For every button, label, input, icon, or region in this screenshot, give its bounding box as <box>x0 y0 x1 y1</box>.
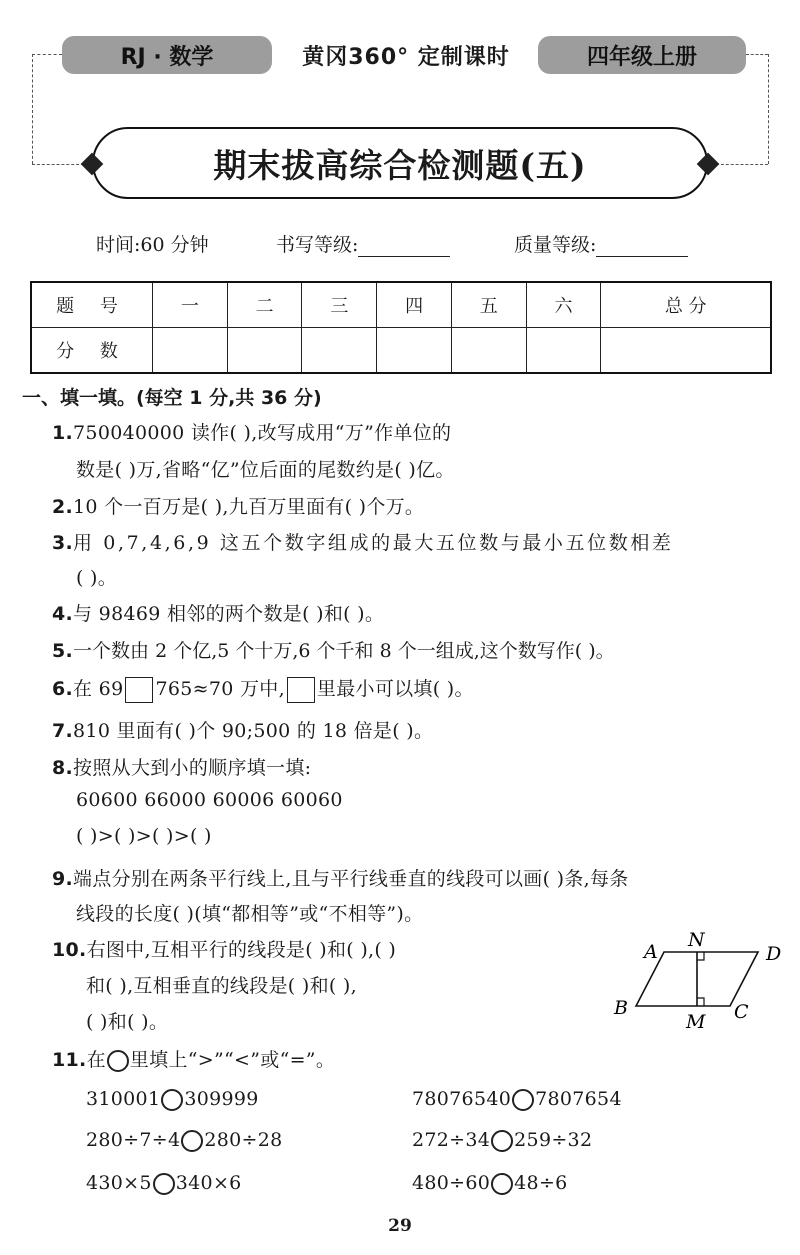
question-text: 与 98469 相邻的两个数是( )和( )。 <box>73 603 385 625</box>
header-dash-right-v <box>768 54 769 164</box>
table-cell: 一 <box>153 282 228 328</box>
question-6 <box>52 674 474 703</box>
table-cell: 四 <box>377 282 452 328</box>
question-10-cont: 和( ),互相垂直的线段是( )和( ), <box>86 975 357 997</box>
page-title: 期末拔高综合检测题(五) <box>213 145 587 185</box>
label-c: C <box>734 1001 749 1023</box>
right-angle-mark-top <box>697 952 704 960</box>
quality-grade-label: 质量等级: <box>514 234 597 256</box>
compare-left: 310001 <box>86 1088 161 1110</box>
header-dash-right-h <box>746 54 768 55</box>
compare-circle <box>107 1050 129 1072</box>
compare-item <box>412 1129 592 1152</box>
question-2 <box>52 492 424 519</box>
question-number: 11. <box>52 1049 87 1071</box>
compare-circle[interactable] <box>491 1173 513 1195</box>
header-dash-left-v <box>32 54 33 164</box>
header-dash-left-h <box>32 54 62 55</box>
question-8 <box>52 753 311 780</box>
compare-item <box>412 1172 568 1195</box>
score-input-cell[interactable] <box>451 328 526 374</box>
question-text: 里填上“>”“<”或“=”。 <box>129 1049 336 1071</box>
question-4 <box>52 599 384 626</box>
question-number: 2. <box>52 496 74 518</box>
question-3 <box>52 528 674 555</box>
question-5 <box>52 636 615 663</box>
question-number: 4. <box>52 603 74 625</box>
compare-left: 280÷7÷4 <box>86 1129 181 1151</box>
compare-right: 7807654 <box>535 1088 622 1110</box>
compare-left: 430×5 <box>86 1172 152 1194</box>
compare-item <box>86 1088 259 1111</box>
quality-grade <box>514 230 688 257</box>
table-cell: 二 <box>227 282 302 328</box>
label-n: N <box>688 930 705 951</box>
compare-circle[interactable] <box>181 1130 203 1152</box>
table-cell: 三 <box>302 282 377 328</box>
compare-right: 340×6 <box>175 1172 242 1194</box>
grade-pill: 四年级上册 <box>538 36 746 74</box>
right-angle-mark-bottom <box>697 998 704 1006</box>
score-input-cell[interactable] <box>601 328 771 374</box>
score-input-cell[interactable] <box>302 328 377 374</box>
subject-pill: RJ · 数学 <box>62 36 272 74</box>
score-table-header-row <box>31 282 771 328</box>
label-b: B <box>614 997 628 1019</box>
compare-circle[interactable] <box>491 1130 513 1152</box>
question-10 <box>52 935 396 962</box>
compare-circle[interactable] <box>512 1089 534 1111</box>
compare-left: 480÷60 <box>412 1172 491 1194</box>
compare-left: 272÷34 <box>412 1129 491 1151</box>
question-7 <box>52 716 433 743</box>
writing-grade-blank[interactable] <box>358 236 450 257</box>
label-m: M <box>686 1011 706 1033</box>
compare-right: 48÷6 <box>514 1172 568 1194</box>
score-input-cell[interactable] <box>153 328 228 374</box>
question-number: 1. <box>52 422 74 444</box>
score-input-cell[interactable] <box>526 328 601 374</box>
question-text: 10 个一百万是( ),九百万里面有( )个万。 <box>73 496 425 518</box>
question-number: 3. <box>52 532 74 554</box>
compare-right: 280÷28 <box>204 1129 283 1151</box>
table-cell: 题 号 <box>31 282 153 328</box>
compare-circle[interactable] <box>153 1173 175 1195</box>
question-text: 810 里面有( )个 90;500 的 18 倍是( )。 <box>73 720 434 742</box>
compare-right: 309999 <box>184 1088 259 1110</box>
question-number: 9. <box>52 868 74 890</box>
question-9 <box>52 864 629 891</box>
question-8-blanks: ( )>( )>( )>( ) <box>76 825 212 847</box>
header-dash-left-h2 <box>32 164 84 165</box>
question-number: 6. <box>52 678 74 700</box>
question-text: 765≈70 万中, <box>155 678 285 700</box>
page-number: 29 <box>388 1216 412 1236</box>
label-d: D <box>766 943 782 965</box>
score-input-cell[interactable] <box>227 328 302 374</box>
question-text: 在 <box>86 1049 106 1071</box>
question-number: 5. <box>52 640 74 662</box>
compare-item <box>86 1129 283 1152</box>
label-a: A <box>644 941 658 963</box>
compare-left: 78076540 <box>412 1088 512 1110</box>
question-10-cont2: ( )和( )。 <box>86 1011 169 1033</box>
question-text: 按照从大到小的顺序填一填: <box>73 757 312 779</box>
table-cell: 五 <box>451 282 526 328</box>
question-1-cont: 数是( )万,省略“亿”位后面的尾数约是( )亿。 <box>76 459 455 481</box>
question-number: 8. <box>52 757 74 779</box>
parallelogram-figure <box>608 930 794 1036</box>
question-11 <box>52 1045 335 1072</box>
question-text: 里最小可以填( )。 <box>316 678 474 700</box>
table-cell: 总 分 <box>601 282 771 328</box>
question-text: 一个数由 2 个亿,5 个十万,6 个千和 8 个一组成,这个数写作( )。 <box>73 640 615 662</box>
writing-grade-label: 书写等级: <box>276 234 359 256</box>
question-number: 7. <box>52 720 74 742</box>
quality-grade-blank[interactable] <box>596 236 688 257</box>
question-text: 在 69 <box>73 678 124 700</box>
compare-circle[interactable] <box>161 1089 183 1111</box>
table-cell: 分 数 <box>31 328 153 374</box>
table-cell: 六 <box>526 282 601 328</box>
header-dash-right-h2 <box>716 164 768 165</box>
question-8-values: 60600 66000 60006 60060 <box>76 789 343 811</box>
question-text: 750040000 读作( ),改写成用“万”作单位的 <box>73 422 452 444</box>
question-1 <box>52 418 451 445</box>
brand-title: 黄冈360° 定制课时 <box>302 44 510 70</box>
score-table <box>30 281 772 374</box>
writing-grade <box>276 230 450 257</box>
score-table-score-row <box>31 328 771 374</box>
question-text: 用 0,7,4,6,9 这五个数字组成的最大五位数与最小五位数相差 <box>73 532 674 554</box>
question-number: 10. <box>52 939 87 961</box>
time-label: 时间:60 分钟 <box>96 234 209 256</box>
digit-box[interactable] <box>287 677 315 703</box>
compare-right: 259÷32 <box>514 1129 593 1151</box>
question-text: 右图中,互相平行的线段是( )和( ),( ) <box>86 939 397 961</box>
question-text: 端点分别在两条平行线上,且与平行线垂直的线段可以画( )条,每条 <box>73 868 629 890</box>
question-9-cont: 线段的长度( )(填“都相等”或“不相等”)。 <box>76 903 424 925</box>
compare-item <box>412 1088 622 1111</box>
compare-item <box>86 1172 242 1195</box>
score-input-cell[interactable] <box>377 328 452 374</box>
question-3-cont: ( )。 <box>76 567 118 589</box>
section-heading: 一、填一填。(每空 1 分,共 36 分) <box>22 387 322 409</box>
digit-box[interactable] <box>125 677 153 703</box>
